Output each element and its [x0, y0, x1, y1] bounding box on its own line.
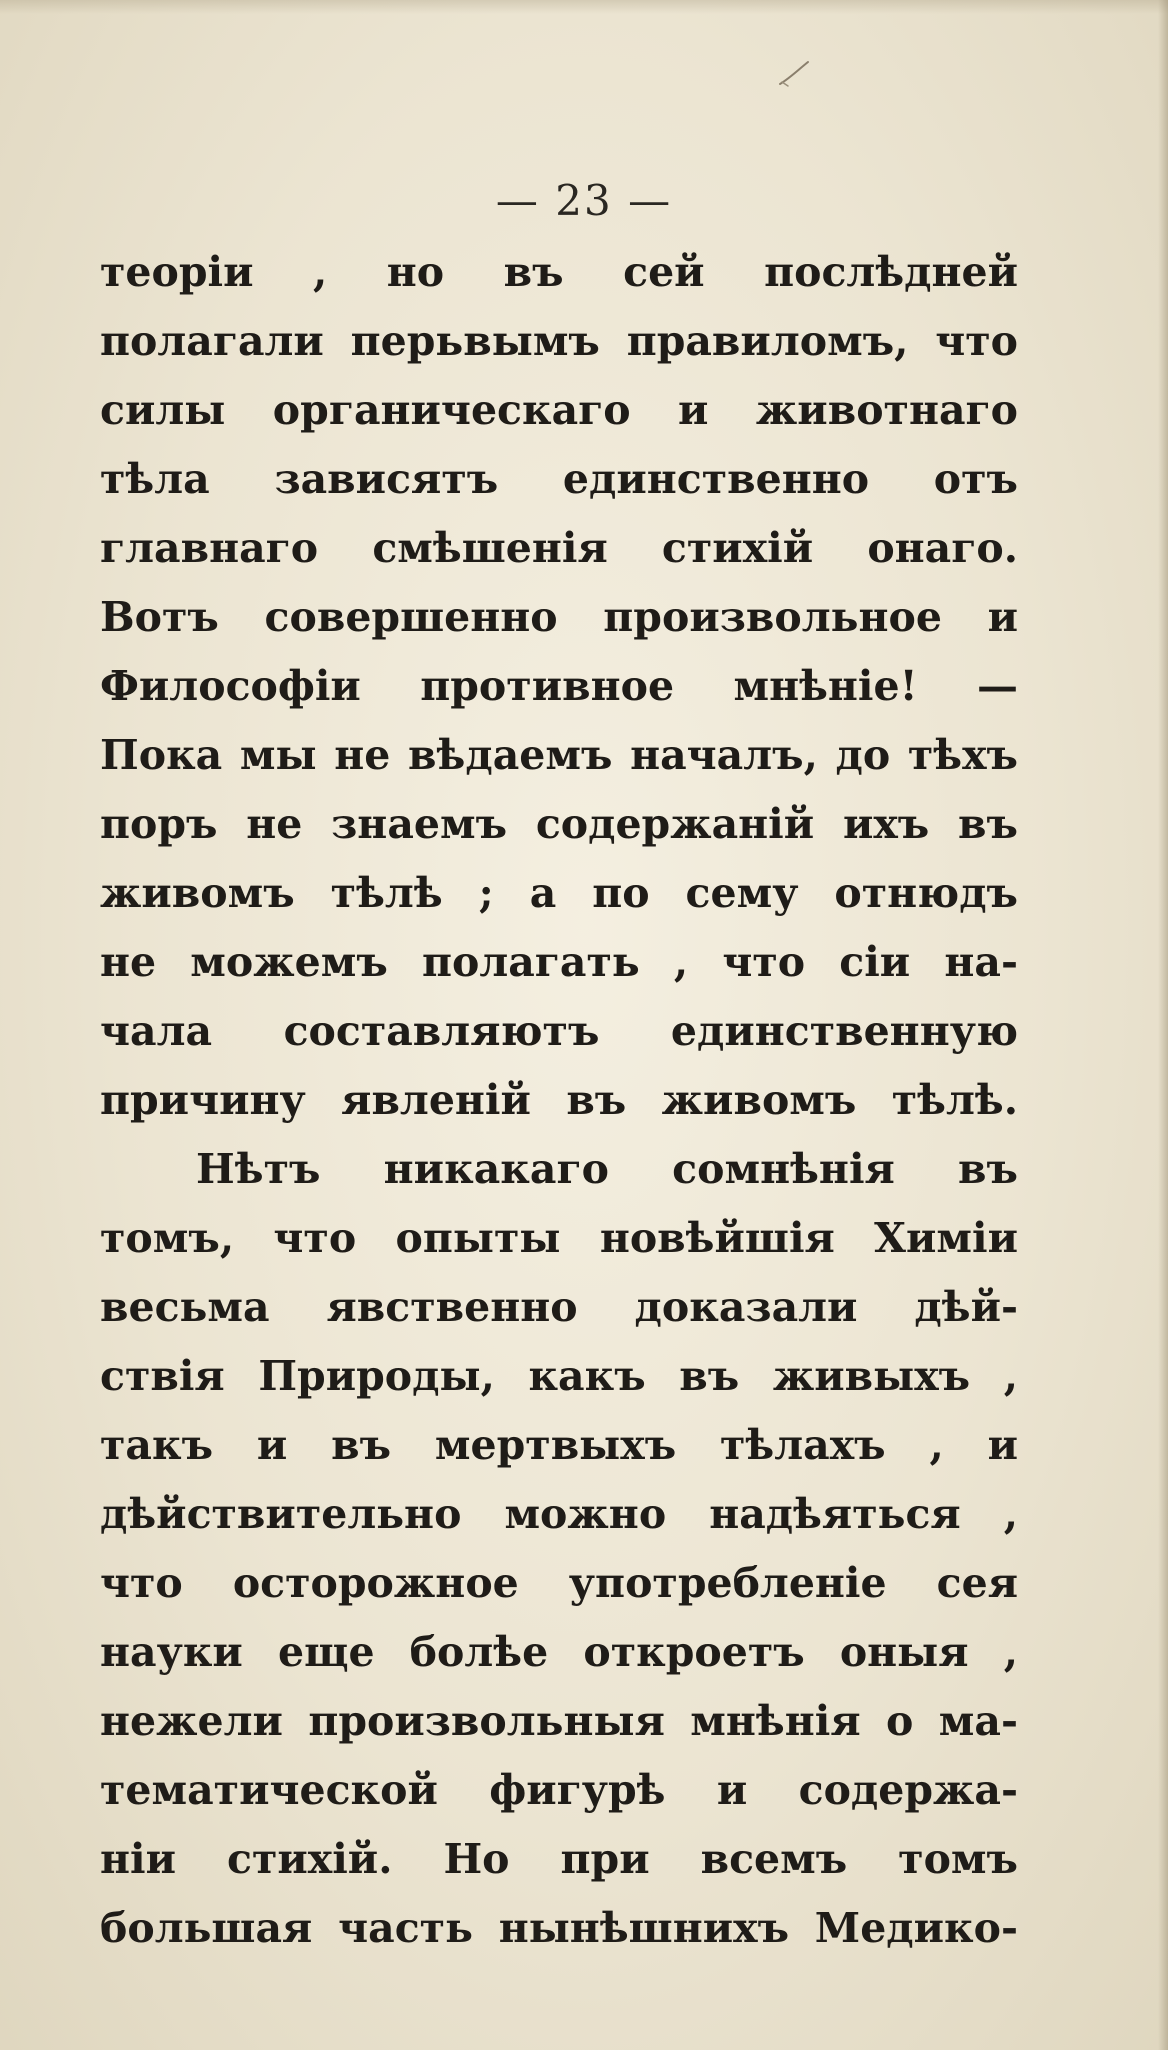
text-line: науки еще болѣе откроетъ оныя , — [100, 1628, 1018, 1676]
text-line: ствiя Природы, какъ въ живыхъ , — [100, 1352, 1018, 1400]
text-line: поръ не знаемъ содержанiй ихъ въ — [100, 800, 1018, 848]
text-line: нежели произвольныя мнѣнiя о ма- — [100, 1697, 1018, 1745]
text-line: дѣйствительно можно надѣяться , — [100, 1490, 1018, 1538]
page-edge-shadow — [1158, 0, 1168, 2050]
text-line: чала составляютъ единственную — [100, 1007, 1018, 1055]
text-line: причину явленiй въ живомъ тѣлѣ. — [100, 1076, 1018, 1124]
text-line: Пока мы не вѣдаемъ началъ, до тѣхъ — [100, 731, 1018, 779]
text-line: тематической фигурѣ и содержа- — [100, 1766, 1018, 1814]
text-line: что осторожное употребленiе сея — [100, 1559, 1018, 1607]
text-line: весьма явственно доказали дѣй- — [100, 1283, 1018, 1331]
text-line: главнаго смѣшенiя стихiй онаго. — [100, 524, 1018, 572]
text-line: живомъ тѣлѣ ; а по сему отнюдъ — [100, 869, 1018, 917]
text-line: полагали перьвымъ правиломъ, что — [100, 317, 1018, 365]
page-number: — 23 — — [495, 176, 673, 225]
text-line: большая часть нынѣшнихъ Медико- — [100, 1904, 1018, 1952]
text-line: Вотъ совершенно произвольное и — [100, 593, 1018, 641]
text-line: Философiи противное мнѣнiе! — — [100, 662, 1018, 710]
body-text — [100, 238, 1018, 1963]
text-line: теорiи , но въ сей послѣдней — [100, 248, 1018, 296]
text-line: нiи стихiй. Но при всемъ томъ — [100, 1835, 1018, 1883]
page-top-shadow — [0, 0, 1168, 14]
text-line: тѣла зависятъ единственно отъ — [100, 455, 1018, 503]
text-line: томъ, что опыты новѣйшiя Химiи — [100, 1214, 1018, 1262]
pencil-mark-icon — [778, 58, 812, 88]
text-line: не можемъ полагать , что сiи на- — [100, 938, 1018, 986]
text-line: такъ и въ мертвыхъ тѣлахъ , и — [100, 1421, 1018, 1469]
paragraph-first-line: Нѣтъ никакаго сомнѣнiя въ — [196, 1145, 1018, 1193]
text-line: силы органическаго и животнаго — [100, 386, 1018, 434]
